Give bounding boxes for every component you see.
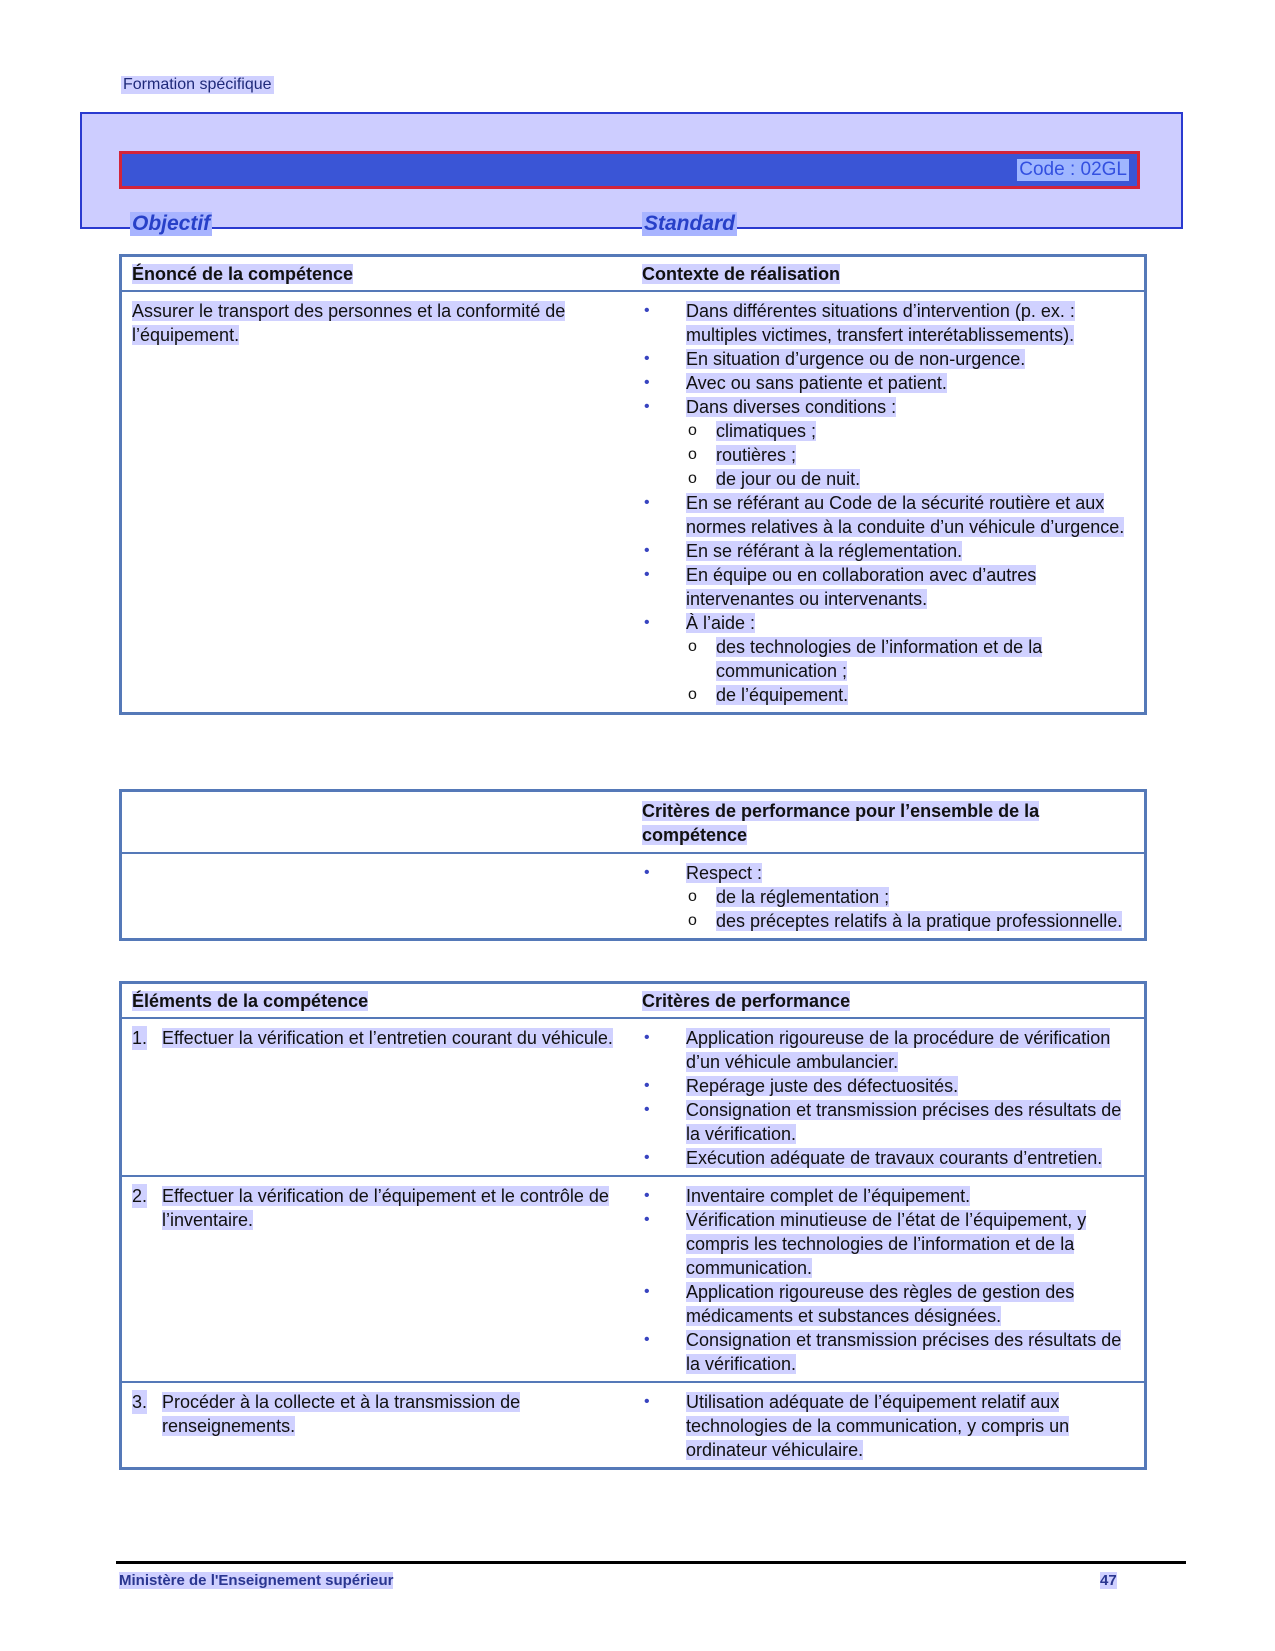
element-text: Effectuer la vérification de l’équipement et le contrôle de l’inventaire.	[162, 1186, 609, 1230]
page-number: 47	[1100, 1572, 1117, 1589]
competency-element	[132, 1026, 622, 1050]
overall-criteria-list	[642, 861, 1134, 933]
standard-title: Standard	[644, 212, 736, 235]
criterion-text: Utilisation adéquate de l’équipement relatif aux technologies de la communication, y compris un ordinateur véhiculaire.	[686, 1392, 1070, 1460]
elements-header: Éléments de la compétence	[132, 991, 369, 1011]
criterion-text: Application rigoureuse de la procédure de vérification d’un véhicule ambulancier.	[686, 1028, 1111, 1072]
code-bar	[119, 151, 1140, 189]
sub-list-item-text: de l’équipement.	[716, 685, 849, 705]
sub-list-item	[686, 467, 1134, 491]
competency-element	[132, 1390, 622, 1438]
element-number: 1.	[132, 1028, 148, 1048]
performance-criteria-list	[642, 1184, 1134, 1376]
sub-list	[686, 885, 1134, 933]
context-list	[642, 299, 1134, 707]
sub-list-item	[686, 885, 1134, 909]
table-row	[121, 1176, 1146, 1382]
header-panel	[80, 112, 1183, 235]
sub-list-item	[686, 419, 1134, 443]
competency-statement: Assurer le transport des personnes et la conformité de l’équipement.	[132, 301, 566, 345]
statement-header: Énoncé de la compétence	[132, 264, 354, 284]
criterion-text: Vérification minutieuse de l’état de l’équipement, y compris les technologies de l’information et de la communication.	[686, 1210, 1087, 1278]
criterion-text: Exécution adéquate de travaux courants d’entretien.	[686, 1148, 1103, 1168]
criterion-text: Application rigoureuse des règles de gestion des médicaments et substances désignées.	[686, 1282, 1075, 1326]
list-item	[642, 563, 1134, 611]
list-item-text: En se référant à la réglementation.	[686, 541, 963, 561]
footer-ministry: Ministère de l'Enseignement supérieur	[119, 1572, 394, 1589]
list-item	[642, 1390, 1134, 1462]
list-item	[642, 1074, 1134, 1098]
table-row	[121, 1382, 1146, 1469]
code-value: 02GL	[1080, 159, 1127, 180]
sub-list-item-text: routières ;	[716, 445, 797, 465]
performance-criteria-list	[642, 1390, 1134, 1462]
running-head: Formation spécifique	[123, 76, 272, 93]
element-number: 2.	[132, 1186, 148, 1206]
list-item	[642, 861, 1134, 933]
overall-criteria-table	[119, 789, 1147, 941]
code-label: Code :	[1019, 159, 1076, 180]
sub-list-item-text: de la réglementation ;	[716, 887, 890, 907]
list-item-text: Avec ou sans patiente et patient.	[686, 373, 947, 393]
sub-list-item	[686, 683, 1134, 707]
list-item	[642, 611, 1134, 707]
criterion-text: Inventaire complet de l’équipement.	[686, 1186, 971, 1206]
list-item	[642, 1026, 1134, 1074]
criterion-text: Consignation et transmission précises des résultats de la vérification.	[686, 1330, 1122, 1374]
criterion-text: Consignation et transmission précises des résultats de la vérification.	[686, 1100, 1122, 1144]
sub-list-item-text: des technologies de l’information et de la communication ;	[716, 637, 1043, 681]
objective-title: Objectif	[132, 212, 211, 235]
overall-criteria-header: Critères de performance pour l’ensemble de la compétence	[642, 801, 1040, 845]
performance-criteria-list	[642, 1026, 1134, 1170]
table-row	[121, 1018, 1146, 1176]
list-item	[642, 371, 1134, 395]
sub-list-item-text: climatiques ;	[716, 421, 817, 441]
element-number: 3.	[132, 1392, 148, 1412]
criterion-text: Repérage juste des défectuosités.	[686, 1076, 959, 1096]
list-item	[642, 539, 1134, 563]
list-item	[642, 1328, 1134, 1376]
sub-list-item	[686, 635, 1134, 683]
list-item	[642, 1208, 1134, 1280]
competency-code	[1017, 159, 1129, 181]
context-header: Contexte de réalisation	[642, 264, 841, 284]
list-item	[642, 1146, 1134, 1170]
list-item	[642, 347, 1134, 371]
list-item-text: En se référant au Code de la sécurité routière et aux normes relatives à la conduite d’un véhicule d’urgence.	[686, 493, 1125, 537]
sub-list	[686, 635, 1134, 707]
list-item	[642, 1098, 1134, 1146]
competency-element	[132, 1184, 622, 1232]
element-text: Effectuer la vérification et l’entretien courant du véhicule.	[162, 1028, 613, 1048]
list-item	[642, 1184, 1134, 1208]
footer-rule	[116, 1561, 1186, 1564]
list-item	[642, 299, 1134, 347]
criteria-header: Critères de performance	[642, 991, 851, 1011]
list-item	[642, 491, 1134, 539]
list-item-text: À l’aide :	[686, 613, 756, 633]
list-item-text: Dans différentes situations d’intervention (p. ex. : multiples victimes, transfert interétablissements).	[686, 301, 1075, 345]
list-item-text: Respect :	[686, 863, 763, 883]
list-item	[642, 1280, 1134, 1328]
sub-list-item	[686, 443, 1134, 467]
sub-list	[686, 419, 1134, 491]
element-text: Procéder à la collecte et à la transmission de renseignements.	[162, 1392, 521, 1436]
list-item-text: En situation d’urgence ou de non-urgence.	[686, 349, 1026, 369]
list-item	[642, 395, 1134, 491]
competency-context-table	[119, 254, 1147, 715]
sub-list-item	[686, 909, 1134, 933]
elements-criteria-table	[119, 981, 1147, 1470]
sub-list-item-text: des préceptes relatifs à la pratique professionnelle.	[716, 911, 1123, 931]
sub-list-item-text: de jour ou de nuit.	[716, 469, 861, 489]
list-item-text: Dans diverses conditions :	[686, 397, 897, 417]
list-item-text: En équipe ou en collaboration avec d’autres intervenantes ou intervenants.	[686, 565, 1037, 609]
